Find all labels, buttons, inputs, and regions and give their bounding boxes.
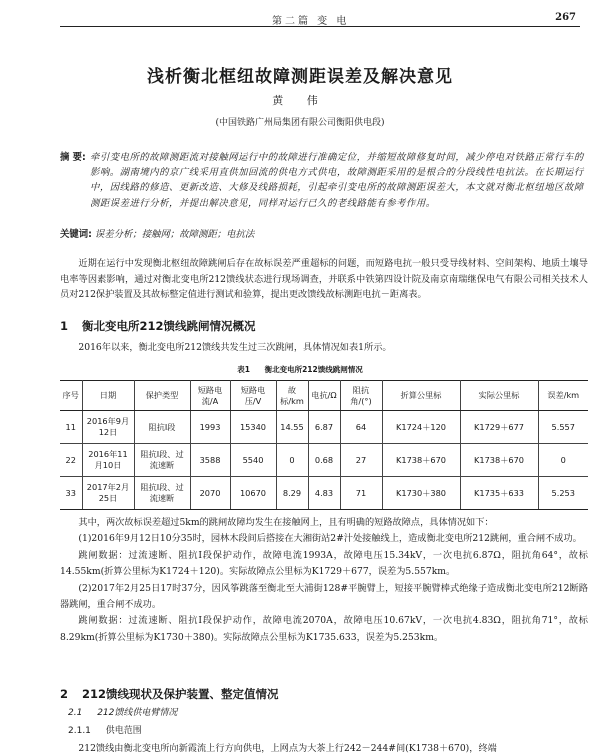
table-row: [60, 444, 588, 477]
table-cell: 3588: [190, 444, 230, 477]
table-cell: 11: [60, 411, 82, 444]
running-header-section: 第二篇 变 电: [272, 16, 350, 27]
table-cell: 15340: [230, 411, 276, 444]
subsection-2-1-1-number: 2.1.1: [68, 726, 91, 736]
table-cell: 8.29: [276, 477, 308, 510]
body-paragraph: 其中，两次故标误差超过5km的跳闸故障均发生在接触网上，且有明确的短路故障点，具体情况如下：: [78, 517, 494, 528]
table-header-cell: 故标/km: [276, 381, 308, 411]
abstract-text: 牵引变电所的故障测距流对接触网运行中的故障进行准确定位，并缩短故障修复时间，减少停电对铁路正常行车的影响。湖南境内的京广线采用直供加回流的供电方式供电，故障测距采用的是根合的分段线性电抗法。在长期运行中，因线路的修造、更新改造、大修及线路损耗，引起牵引变电所的故障测距误差大，本文就对衡北枢纽地区故障测距误差进行分析，并提出解决意见，同样对运行已久的老线路能有参考作用。: [90, 152, 584, 209]
keywords: [60, 226, 588, 240]
table-cell: 阻抗Ⅰ段、过流速断: [134, 477, 190, 510]
table-cell: 22: [60, 444, 82, 477]
table-cell: 2070: [190, 477, 230, 510]
table-cell: 5540: [230, 444, 276, 477]
table-number: 表1: [237, 365, 250, 374]
table-cell: 33: [60, 477, 82, 510]
table-header-cell: 短路电压/V: [230, 381, 276, 411]
section-2-number: 2: [60, 687, 69, 701]
table-row: [60, 477, 588, 510]
keywords-text: 误差分析；接触网；故障测距；电抗法: [94, 229, 255, 240]
body-paragraph: 跳闸数据：过流速断、阻抗Ⅰ段保护动作，故障电流1993A，故障电压15.34kV，一次电抗6.87Ω，阻抗角64°，故标14.55km(折算公里标为K1724＋120)。实际故障点公里标为K1729＋677，误差为5.557km。: [60, 549, 588, 578]
table-header-row: [60, 381, 588, 411]
table-caption: [0, 364, 600, 375]
section-2-paragraph: 212馈线由衡北变电所向新霞流上行方向供电，上网点为大茶上行242－244#间(K1738＋670)，终端: [78, 743, 497, 754]
subsection-2-1-1: [68, 723, 142, 736]
table-cell: 5.557: [538, 411, 588, 444]
body-paragraph: 跳闸数据：过流速断、阻抗Ⅰ段保护动作，故障电流2070A，故障电压10.67kV，一次电抗4.83Ω，阻抗角71°，故标8.29km(折算公里标为K1730＋380)。实际故障点公里标为K1735.633，误差为5.253km。: [60, 615, 588, 643]
table-header-cell: 实际公里标: [460, 381, 538, 411]
table-cell: 1993: [190, 411, 230, 444]
abstract: [60, 150, 588, 211]
paper-title: 浅析衡北框纽故障测距误差及解决意见: [147, 67, 453, 87]
table-title: 衡北变电所212馈线跳闸情况: [264, 365, 363, 374]
table-cell: 14.55: [276, 411, 308, 444]
table-cell: 4.83: [308, 477, 340, 510]
subsection-2-1-number: 2.1: [68, 708, 83, 718]
running-header: [60, 10, 580, 27]
table-cell: K1730＋380: [382, 477, 460, 510]
table-cell: 71: [340, 477, 382, 510]
section-1-heading: [60, 318, 256, 334]
table-cell: 阻抗Ⅰ段、过流速断: [134, 444, 190, 477]
body-text: [60, 515, 588, 646]
subsection-2-1: [68, 705, 177, 718]
table-cell: 2016年9月12日: [82, 411, 134, 444]
table-cell: 5.253: [538, 477, 588, 510]
table-cell: K1738＋670: [460, 444, 538, 477]
table-cell: K1735＋633: [460, 477, 538, 510]
affiliation: (中国铁路广州局集团有限公司衡阳供电段): [215, 118, 385, 128]
table-cell: 64: [340, 411, 382, 444]
subsection-2-1-1-title: 供电范围: [105, 726, 142, 736]
table-cell: 0: [538, 444, 588, 477]
table-header-cell: 阻抗角/(°): [340, 381, 382, 411]
table-header-cell: 短路电流/A: [190, 381, 230, 411]
abstract-label: 摘 要:: [60, 152, 86, 163]
keywords-label: 关键词:: [60, 229, 92, 240]
table-cell: 0: [276, 444, 308, 477]
table-cell: 10670: [230, 477, 276, 510]
table-header-cell: 误差/km: [538, 381, 588, 411]
body-paragraph: (2)2017年2月25日17时37分，因风筝跳落至衡北至大浦街128#平腕臂上，短接平腕臂棒式绝缘子造成衡北变电所212断路器跳闸，重合闸不成功。: [60, 582, 588, 611]
table-header-cell: 日期: [82, 381, 134, 411]
section-2-heading: [60, 686, 279, 702]
table-cell: K1724＋120: [382, 411, 460, 444]
table-header-cell: 保护类型: [134, 381, 190, 411]
trip-table: [60, 380, 588, 510]
section-1-title: 衡北变电所212馈线跳闸情况概况: [82, 319, 256, 333]
section-2-title: 212馈线现状及保护装置、整定值情况: [82, 687, 279, 701]
table-header-cell: 折算公里标: [382, 381, 460, 411]
intro-paragraph: 近期在运行中发现衡北枢纽故障跳闸后存在故标误差严重超标的问题，而短路电抗一般只受导线材料、空间架构、地质土壤导电率等因素影响，通过对衡北变电所212馈线状态进行现场调查，并联系中铁第四设计院及南京南瑞继保电气有限公司相关技术人员对212保护装置及其故标整定值进行测试和验算，提出更改馈线故标测距电抗－距离表。: [60, 258, 588, 300]
table-cell: 阻抗Ⅰ段: [134, 411, 190, 444]
table-cell: 2016年11月10日: [82, 444, 134, 477]
author: 黄 伟: [272, 94, 328, 107]
table-cell: 27: [340, 444, 382, 477]
body-paragraph: (1)2016年9月12日10分35时，园林木段间后搭接在大湘街站2#汁处接触线上，造成衡北变电所212跳闸，重合闸不成功。: [78, 533, 582, 545]
table-cell: 6.87: [308, 411, 340, 444]
section-1-paragraph: 2016年以来，衡北变电所212馈线共发生过三次跳闸，具体情况如表1所示。: [78, 342, 392, 353]
table-cell: 0.68: [308, 444, 340, 477]
section-1-number: 1: [60, 319, 69, 333]
table-cell: K1738＋670: [382, 444, 460, 477]
subsection-2-1-title: 212馈线供电臂情况: [97, 708, 178, 718]
table-header-cell: 序号: [60, 381, 82, 411]
table-cell: 2017年2月25日: [82, 477, 134, 510]
table-header-cell: 电抗/Ω: [308, 381, 340, 411]
table-row: [60, 411, 588, 444]
page-number: 267: [555, 12, 576, 23]
table-cell: K1729＋677: [460, 411, 538, 444]
